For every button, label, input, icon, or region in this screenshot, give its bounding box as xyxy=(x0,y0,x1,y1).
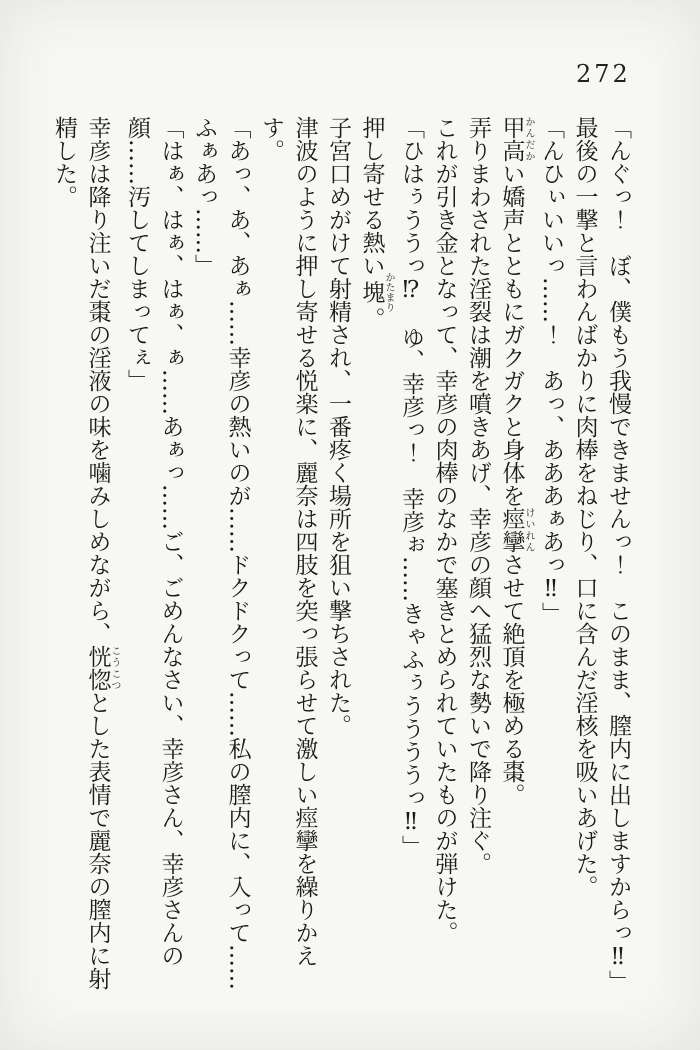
paragraph: 幸彦は降り注いだ棗の淫液の味を噛みしめながら、恍惚こうこつとした表情で麗奈の膣内に射精した。 xyxy=(51,116,120,990)
paragraph: 「はぁ、はぁ、はぁ、ぁ……あぁっ……ご、ごめんなさい、幸彦さん、幸彦さんの顔……汚してしまってぇ」 xyxy=(124,116,184,967)
paragraph: 弄りまわされた淫裂は潮を噴きあげ、幸彦の顔へ猛烈な勢いで降り注ぐ。 xyxy=(465,116,491,875)
paragraph: 「あっ、あ、あぁ……幸彦の熱いのが……ドクドクって……私の膣内に、入って……ふぁあっ……」 xyxy=(191,116,251,990)
furigana-annotated-word: 痙攣けいれん xyxy=(498,507,534,553)
paragraph: 押し寄せる熱い塊かたまり。 xyxy=(358,116,394,330)
furigana-annotated-word: 甲高かんだか xyxy=(498,116,534,162)
paragraph: 「んひぃいいっ……！ あっ、あああぁあっ‼」 xyxy=(538,116,564,625)
paragraph: 津波のように押し寄せる悦楽に、麗奈は四肢を突っ張らせて激しい痙攣を繰りかえす。 xyxy=(258,116,318,967)
paragraph: 甲高かんだかい嬌声とともにガクガクと身体を痙攣けいれんさせて絶頂を極める棗。 xyxy=(498,116,534,806)
furigana-annotated-word: 恍惚こうこつ xyxy=(84,645,120,691)
paragraph: 子宮口めがけて射精され、一番疼く場所を狙い撃ちされた。 xyxy=(325,116,351,737)
paragraph: これが引き金となって、幸彦の肉棒のなかで塞きとめられていたものが弾けた。 xyxy=(431,116,458,944)
paragraph: 「んぐっ！ ぼ、僕もう我慢できませんっ！ このまま、膣内に出しますからっ‼」 xyxy=(605,116,631,993)
page-number: 272 xyxy=(576,60,631,88)
paragraph: 「ひはぅううっ⁉ ゆ、幸彦っ！ 幸彦ぉ……きゃふぅううううっ‼」 xyxy=(398,116,424,858)
body-text xyxy=(51,116,634,996)
furigana-annotated-word: 塊かたまり xyxy=(358,272,394,312)
paragraph: 最後の一撃と言わんばかりに肉棒をねじり、口に含んだ淫核を吸いあげた。 xyxy=(571,116,598,898)
